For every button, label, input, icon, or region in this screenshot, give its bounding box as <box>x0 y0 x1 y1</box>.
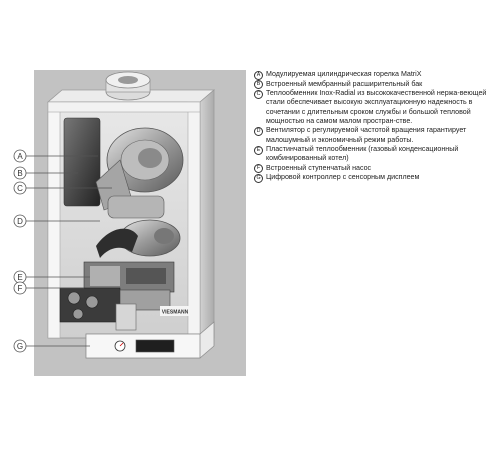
legend-item-d <box>254 126 494 145</box>
legend-item-a <box>254 70 494 80</box>
svg-text:B: B <box>17 168 23 178</box>
svg-text:E: E <box>17 272 23 282</box>
component-legend <box>254 70 494 183</box>
legend-letter-a: A <box>254 71 263 80</box>
legend-letter-f: F <box>254 164 263 173</box>
svg-text:A: A <box>17 151 23 161</box>
legend-item-e <box>254 145 494 164</box>
svg-text:D: D <box>17 216 23 226</box>
callout-e <box>14 271 26 283</box>
legend-text-g: Цифровой контроллер с сенсорным дисплеем <box>266 173 420 182</box>
legend-text-f: Встроенный ступенчатый насос <box>266 163 372 172</box>
legend-letter-e: E <box>254 146 263 155</box>
svg-text:VIESMANN: VIESMANN <box>161 309 189 316</box>
legend-item-g <box>254 173 494 183</box>
callout-a <box>14 150 26 162</box>
legend-item-b <box>254 80 494 90</box>
expansion-tank <box>64 118 100 206</box>
svg-text:C: C <box>17 183 23 193</box>
legend-letter-b: B <box>254 80 263 89</box>
legend-text-b: Встроенный мембранный расширительный бак <box>266 79 423 88</box>
legend-text-e: Пластинчатый теплообменник (газовый конденсационный комбинированный котел) <box>266 144 459 163</box>
callout-f <box>14 282 26 294</box>
svg-text:F: F <box>17 283 23 293</box>
svg-text:G: G <box>16 341 24 351</box>
legend-text-c: Теплообменник Inox-Radial из высококачественной нержа-веющей стали обеспечивает высокую эксплуатационную надежность в сочетании с длительным сроком службы и большой тепловой мощностью на самом малом простран-стве. <box>266 89 487 126</box>
legend-letter-d: D <box>254 127 263 136</box>
legend-item-c <box>254 89 494 126</box>
callout-b <box>14 167 26 179</box>
touch-display <box>136 340 174 352</box>
flue-connector <box>106 72 150 100</box>
legend-text-d: Вентилятор с регулируемой частотой вращения гарантирует малошумный и экономичный режим работы. <box>266 126 467 144</box>
legend-item-f <box>254 164 494 174</box>
legend-letter-c: C <box>254 90 263 99</box>
legend-text-a: Модулируемая цилиндрическая горелка MatriX <box>266 70 422 78</box>
callout-c <box>14 182 26 194</box>
brand-logo <box>160 306 190 316</box>
legend-letter-g: G <box>254 174 263 183</box>
callout-markers <box>14 150 26 352</box>
callout-d <box>14 215 26 227</box>
callout-g <box>14 340 26 352</box>
